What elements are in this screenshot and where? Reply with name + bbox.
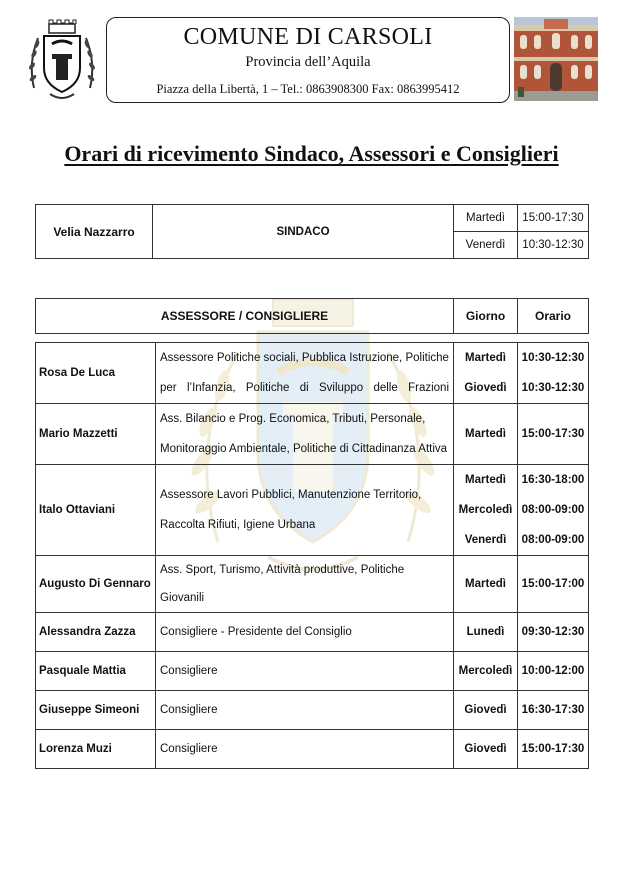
header-banner (106, 17, 510, 103)
header-time: Orario (518, 299, 589, 334)
time: 08:00-09:00 (521, 534, 585, 546)
role-line: Assessore Lavori Pubblici, Manutenzione Territorio, (160, 489, 422, 501)
coat-of-arms-icon (26, 18, 98, 104)
table-row (36, 404, 589, 465)
member-role (156, 465, 454, 556)
time: 10:30-12:30 (521, 352, 585, 364)
role-line: Ass. Bilancio e Prog. Economica, Tributi, Personale, (160, 413, 426, 425)
day: Martedì (454, 404, 518, 465)
table-row (36, 613, 589, 652)
member-role: Ass. Sport, Turismo, Attività produttive, Politiche Giovanili (156, 556, 454, 613)
member-role: Consigliere (156, 730, 454, 769)
role-line: Monitoraggio Ambientale, Politiche di Cittadinanza Attiva (160, 443, 448, 455)
table-row (36, 652, 589, 691)
member-name: Italo Ottaviani (36, 465, 156, 556)
provincia: Provincia dell’Aquila (245, 54, 371, 70)
member-name: Giuseppe Simeoni (36, 691, 156, 730)
day: Martedì (465, 352, 506, 364)
time: 09:30-12:30 (518, 613, 589, 652)
sindaco-time: 10:30-12:30 (518, 232, 589, 259)
header-role: ASSESSORE / CONSIGLIERE (36, 299, 454, 334)
day: Giovedì (454, 730, 518, 769)
member-days (454, 343, 518, 404)
time: 10:30-12:30 (521, 382, 585, 394)
day: Martedì (465, 474, 506, 486)
member-times (518, 343, 589, 404)
day: Giovedì (464, 382, 507, 394)
member-role (156, 404, 454, 465)
sindaco-table (35, 204, 589, 259)
time: 10:00-12:00 (518, 652, 589, 691)
member-name: Lorenza Muzi (36, 730, 156, 769)
member-role: Consigliere (156, 691, 454, 730)
header-day: Giorno (454, 299, 518, 334)
member-name: Augusto Di Gennaro (36, 556, 156, 613)
day: Venerdì (464, 534, 507, 546)
member-name: Rosa De Luca (36, 343, 156, 404)
day: Mercoledì (454, 652, 518, 691)
member-role: Consigliere - Presidente del Consiglio (156, 613, 454, 652)
time: 15:00-17:30 (518, 404, 589, 465)
sindaco-name: Velia Nazzarro (36, 205, 153, 259)
table-row (36, 691, 589, 730)
sindaco-day: Venerdì (454, 232, 518, 259)
assessori-table (35, 298, 589, 769)
role-line: Raccolta Rifiuti, Igiene Urbana (160, 519, 316, 531)
time: 16:30-18:00 (521, 474, 585, 486)
member-role (156, 343, 454, 404)
day: Martedì (454, 556, 518, 613)
role-line: Assessore Politiche sociali, Pubblica Istruzione, Politiche (160, 352, 449, 364)
member-name: Alessandra Zazza (36, 613, 156, 652)
town-hall-photo (514, 17, 598, 101)
sindaco-role: SINDACO (153, 205, 454, 259)
page-title: Orari di ricevimento Sindaco, Assessori e Consiglieri (64, 141, 559, 166)
table-row (36, 343, 589, 404)
member-name: Mario Mazzetti (36, 404, 156, 465)
table-row (36, 556, 589, 613)
day: Mercoledì (458, 504, 513, 516)
time: 15:00-17:00 (518, 556, 589, 613)
sindaco-time: 15:00-17:30 (518, 205, 589, 232)
time: 08:00-09:00 (521, 504, 585, 516)
day: Giovedì (454, 691, 518, 730)
table-row (36, 730, 589, 769)
member-role: Consigliere (156, 652, 454, 691)
address-contacts: Piazza della Libertà, 1 – Tel.: 0863908300 Fax: 0863995412 (156, 82, 460, 96)
role-line: per l’Infanzia, Politiche di Sviluppo delle Frazioni (160, 382, 449, 394)
day: Lunedì (454, 613, 518, 652)
time: 16:30-17:30 (518, 691, 589, 730)
member-days (454, 465, 518, 556)
time: 15:00-17:30 (518, 730, 589, 769)
table-row (36, 465, 589, 556)
sindaco-day: Martedì (454, 205, 518, 232)
member-times (518, 465, 589, 556)
comune-name: COMUNE DI CARSOLI (183, 24, 433, 50)
member-name: Pasquale Mattia (36, 652, 156, 691)
